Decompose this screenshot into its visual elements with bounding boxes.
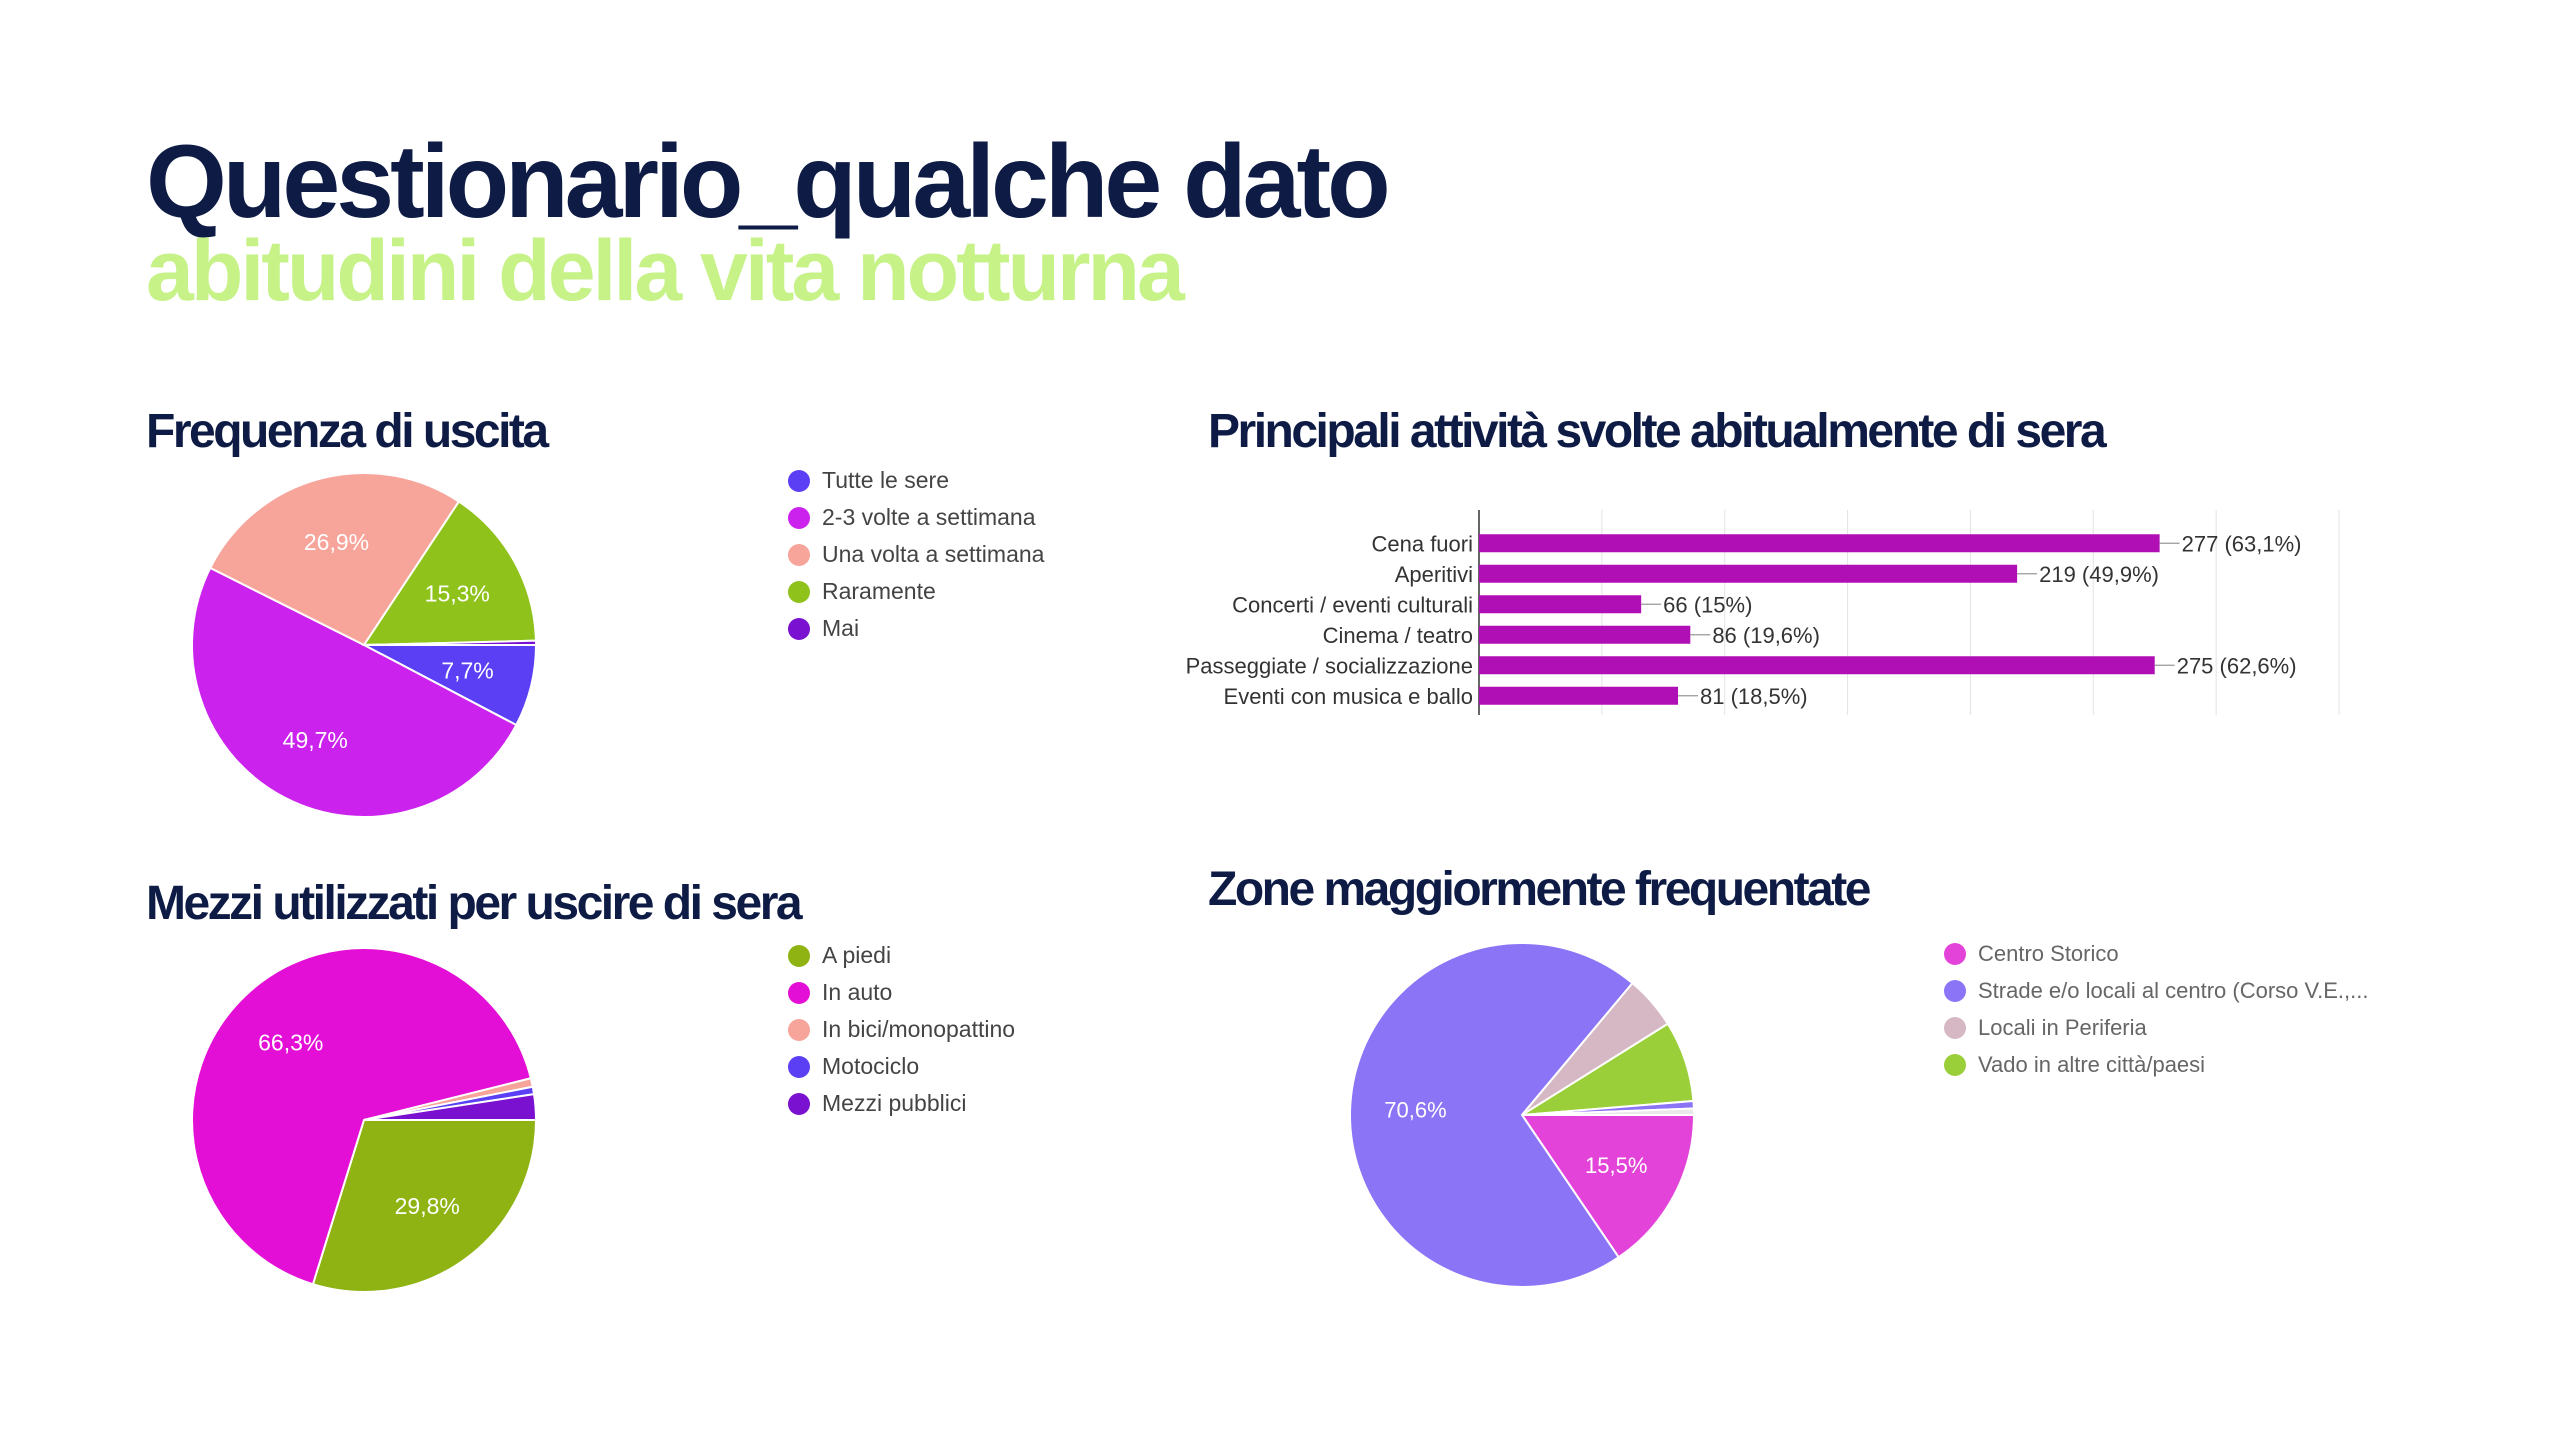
bar-chart-attivita: [1140, 510, 2440, 720]
legend-swatch: [788, 507, 810, 529]
pie-data-label: 7,7%: [441, 657, 494, 684]
legend-swatch: [788, 1019, 810, 1041]
legend-label: Raramente: [822, 578, 936, 604]
bar-value-label: 277 (63,1%): [2181, 531, 2302, 557]
legend-label: A piedi: [822, 942, 892, 968]
legend-item: [788, 937, 1015, 974]
bar-value-label: 86 (19,6%): [1712, 622, 1820, 648]
pie-data-label: 66,3%: [258, 1029, 324, 1056]
legend-swatch: [788, 544, 810, 566]
bar-category-label: Aperitivi: [1394, 561, 1473, 587]
bar-cinema-teatro: [1479, 626, 1690, 644]
pie-chart-zone: [1342, 935, 1702, 1295]
pie-data-label: 15,3%: [424, 580, 490, 607]
legend-label: Motociclo: [822, 1053, 920, 1079]
legend-swatch: [788, 1056, 810, 1078]
pie-chart-mezzi: [184, 940, 544, 1300]
bar-category-label: Concerti / eventi culturali: [1232, 592, 1473, 618]
legend-item: [788, 1085, 1015, 1122]
legend-swatch: [1944, 980, 1966, 1002]
bar-cena-fuori: [1479, 534, 2160, 552]
legend-label: Locali in Periferia: [1978, 1014, 2147, 1040]
bar-aperitivi: [1479, 565, 2017, 583]
chart-title-zone: Zone maggiormente frequentate: [1208, 863, 1869, 916]
page-title: Questionario_qualche dato: [146, 124, 1387, 240]
legend-item: [1944, 1046, 2369, 1083]
legend-swatch: [1944, 1017, 1966, 1039]
legend-label: Mezzi pubblici: [822, 1090, 967, 1116]
bar-passeggiate-socializzazione: [1479, 656, 2155, 674]
pie-data-label: 26,9%: [303, 528, 370, 555]
legend-label: Tutte le sere: [822, 467, 949, 493]
pie-data-label: 29,8%: [394, 1192, 460, 1219]
bar-value-label: 66 (15%): [1663, 592, 1753, 618]
bar-value-label: 219 (49,9%): [2039, 561, 2159, 587]
legend-label: Strade e/o locali al centro (Corso V.E.,...: [1978, 977, 2369, 1003]
legend-swatch: [788, 982, 810, 1004]
chart-title-frequenza: Frequenza di uscita: [146, 405, 547, 458]
pie-chart-frequenza: [184, 465, 544, 825]
bar-value-label: 81 (18,5%): [1700, 683, 1808, 709]
legend-label: 2-3 volte a settimana: [822, 504, 1036, 530]
legend-swatch: [1944, 943, 1966, 965]
legend-label: In bici/monopattino: [822, 1016, 1016, 1042]
bar-category-label: Cena fuori: [1371, 531, 1473, 557]
legend-item: [1944, 935, 2369, 972]
chart-title-mezzi: Mezzi utilizzati per uscire di sera: [146, 877, 801, 930]
legend-item: [788, 499, 1044, 536]
legend-mezzi: [788, 937, 1015, 1122]
legend-item: [1944, 972, 2369, 1009]
legend-item: [788, 573, 1044, 610]
legend-swatch: [788, 470, 810, 492]
legend-swatch: [788, 618, 810, 640]
page-subtitle: abitudini della vita notturna: [146, 223, 1182, 319]
bar-category-label: Eventi con musica e ballo: [1223, 683, 1473, 709]
pie-data-label: 70,6%: [1384, 1097, 1447, 1123]
legend-label: In auto: [822, 979, 893, 1005]
bar-eventi-con-musica-e-ballo: [1479, 687, 1678, 705]
legend-label: Mai: [822, 615, 860, 641]
legend-frequenza: [788, 462, 1044, 647]
legend-item: [788, 974, 1015, 1011]
bar-category-label: Passeggiate / socializzazione: [1185, 653, 1473, 679]
legend-zone: [1944, 935, 2369, 1083]
legend-swatch: [1944, 1054, 1966, 1076]
bar-category-label: Cinema / teatro: [1322, 622, 1473, 648]
legend-item: [788, 1011, 1015, 1048]
legend-item: [788, 536, 1044, 573]
legend-label: Vado in altre città/paesi: [1978, 1051, 2206, 1077]
legend-item: [788, 1048, 1015, 1085]
legend-swatch: [788, 581, 810, 603]
legend-item: [1944, 1009, 2369, 1046]
legend-item: [788, 610, 1044, 647]
pie-data-label: 15,5%: [1585, 1152, 1648, 1178]
legend-label: Una volta a settimana: [822, 541, 1045, 567]
bar-concerti-eventi-culturali: [1479, 595, 1641, 613]
legend-item: [788, 462, 1044, 499]
pie-data-label: 49,7%: [282, 726, 348, 753]
bar-value-label: 275 (62,6%): [2176, 653, 2297, 679]
legend-swatch: [788, 945, 810, 967]
legend-swatch: [788, 1093, 810, 1115]
legend-label: Centro Storico: [1978, 940, 2119, 966]
chart-title-attivita: Principali attività svolte abitualmente di sera: [1208, 405, 2105, 458]
